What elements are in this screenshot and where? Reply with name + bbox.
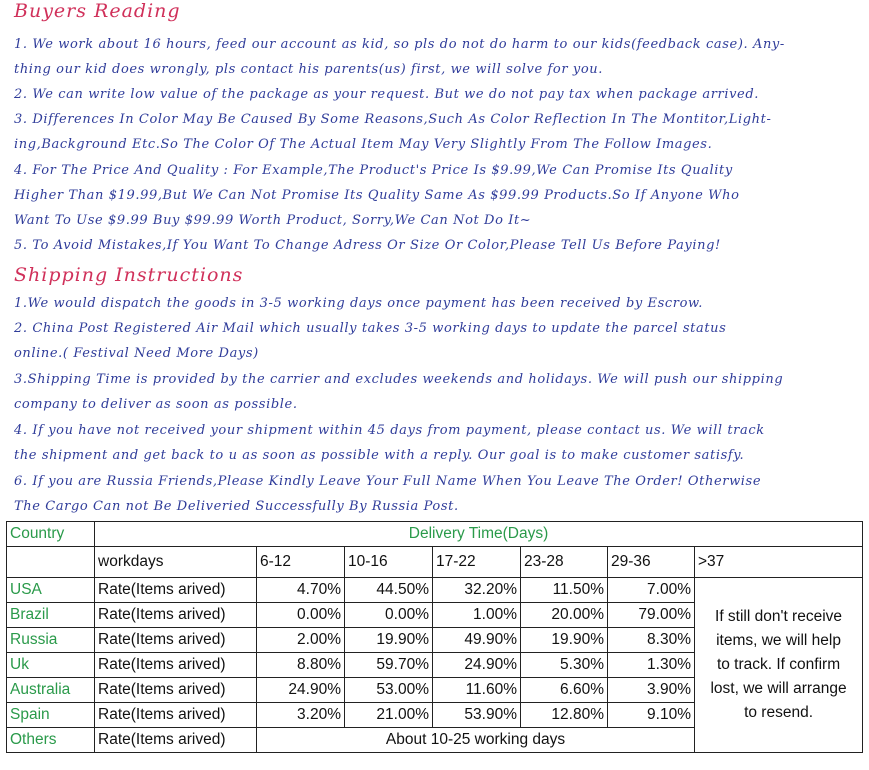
buyers-line: 1. We work about 16 hours, feed our account as kid, so pls do not do harm to our kids(feedback case). Any- [14,37,785,52]
shipping-line: 6. If you are Russia Friends,Please Kindly Leave Your Full Name When You Leave The Order! Otherwise [14,474,762,489]
rate-value: 53.90% [433,703,521,728]
rate-value: 19.90% [345,628,433,653]
rate-value: 1.00% [433,603,521,628]
rate-value: 24.90% [257,678,345,703]
rate-value: 3.90% [608,678,695,703]
shipping-line: the shipment and get back to u as soon as possible with a reply. Our goal is to make customer satisfy. [14,448,745,463]
rate-label: Rate(Items arived) [95,653,257,678]
rate-value: 8.80% [257,653,345,678]
country-cell: Others [7,728,95,753]
table-row [7,578,863,603]
note-line: items, we will help [716,632,841,649]
rate-value: 53.00% [345,678,433,703]
column-header: >37 [695,547,863,578]
shipping-line: 1.We would dispatch the goods in 3-5 working days once payment has been received by Escrow. [14,296,703,311]
buyers-line: thing our kid does wrongly, pls contact his parents(us) first, we will solve for you. [14,62,603,77]
rate-value: 7.00% [608,578,695,603]
rate-value: 12.80% [521,703,608,728]
shipping-instructions-title: Shipping Instructions [14,264,244,286]
delivery-time-table [6,521,863,753]
country-cell: Brazil [7,603,95,628]
rate-label: Rate(Items arived) [95,703,257,728]
column-header: 23-28 [521,547,608,578]
rate-value: 9.10% [608,703,695,728]
buyers-line: Want To Use $9.99 Buy $99.99 Worth Product, Sorry,We Can Not Do It~ [14,213,532,228]
rate-value: 3.20% [257,703,345,728]
buyers-line: 2. We can write low value of the package as your request. But we do not pay tax when package arrived. [14,87,759,102]
buyers-line: 5. To Avoid Mistakes,If You Want To Change Adress Or Size Or Color,Please Tell Us Before Paying! [14,238,721,253]
resend-note [695,578,863,753]
rate-value: 6.60% [521,678,608,703]
note-line: to resend. [744,704,813,721]
rate-value: 21.00% [345,703,433,728]
column-header: 17-22 [433,547,521,578]
column-header: workdays [95,547,257,578]
shipping-line: 2. China Post Registered Air Mail which usually takes 3-5 working days to update the parcel status [14,321,727,336]
country-cell: Russia [7,628,95,653]
rate-value: 32.20% [433,578,521,603]
empty-cell [7,547,95,578]
rate-value: 11.60% [433,678,521,703]
rate-value: 4.70% [257,578,345,603]
country-cell: Uk [7,653,95,678]
country-cell: USA [7,578,95,603]
shipping-line: online.( Festival Need More Days) [14,346,259,361]
rate-label: Rate(Items arived) [95,728,257,753]
note-line: lost, we will arrange [710,680,847,697]
rate-value: 49.90% [433,628,521,653]
country-header: Country [7,522,95,547]
delivery-time-header: Delivery Time(Days) [95,522,863,547]
rate-value: 79.00% [608,603,695,628]
buyers-line: 4. For The Price And Quality : For Example,The Product's Price Is $9.99,We Can Promise Its Quality [14,163,733,178]
buyers-line: Higher Than $19.99,But We Can Not Promise Its Quality Same As $99.99 Products.So If Anyone Who [14,188,740,203]
rate-label: Rate(Items arived) [95,628,257,653]
buyers-line: ing,Background Etc.So The Color Of The Actual Item May Very Slightly From The Follow Images. [14,137,713,152]
note-line: to track. If confirm [716,656,841,673]
rate-label: Rate(Items arived) [95,603,257,628]
rate-value: 0.00% [345,603,433,628]
note-line: If still don't receive [715,608,843,625]
rate-value: 44.50% [345,578,433,603]
table-header-row [7,522,863,547]
rate-value: 8.30% [608,628,695,653]
rate-value: 2.00% [257,628,345,653]
rate-value: 59.70% [345,653,433,678]
column-header: 10-16 [345,547,433,578]
shipping-line: 4. If you have not received your shipment within 45 days from payment, please contact us. We will track [14,423,765,438]
rate-value: 20.00% [521,603,608,628]
rate-label: Rate(Items arived) [95,678,257,703]
others-delivery-text: About 10-25 working days [257,728,695,753]
rate-label: Rate(Items arived) [95,578,257,603]
country-cell: Australia [7,678,95,703]
buyers-reading-title: Buyers Reading [14,0,181,22]
shipping-line: 3.Shipping Time is provided by the carrier and excludes weekends and holidays. We will push our shipping [14,372,784,387]
rate-value: 11.50% [521,578,608,603]
rate-value: 19.90% [521,628,608,653]
column-header: 6-12 [257,547,345,578]
rate-value: 5.30% [521,653,608,678]
rate-value: 1.30% [608,653,695,678]
column-header: 29-36 [608,547,695,578]
workdays-header-row [7,547,863,578]
shipping-line: company to deliver as soon as possible. [14,397,298,412]
buyers-line: 3. Differences In Color May Be Caused By Some Reasons,Such As Color Reflection In The Montitor,Light- [14,112,772,127]
shipping-line: The Cargo Can not Be Deliveried Successfully By Russia Post. [14,499,459,514]
rate-value: 24.90% [433,653,521,678]
country-cell: Spain [7,703,95,728]
rate-value: 0.00% [257,603,345,628]
